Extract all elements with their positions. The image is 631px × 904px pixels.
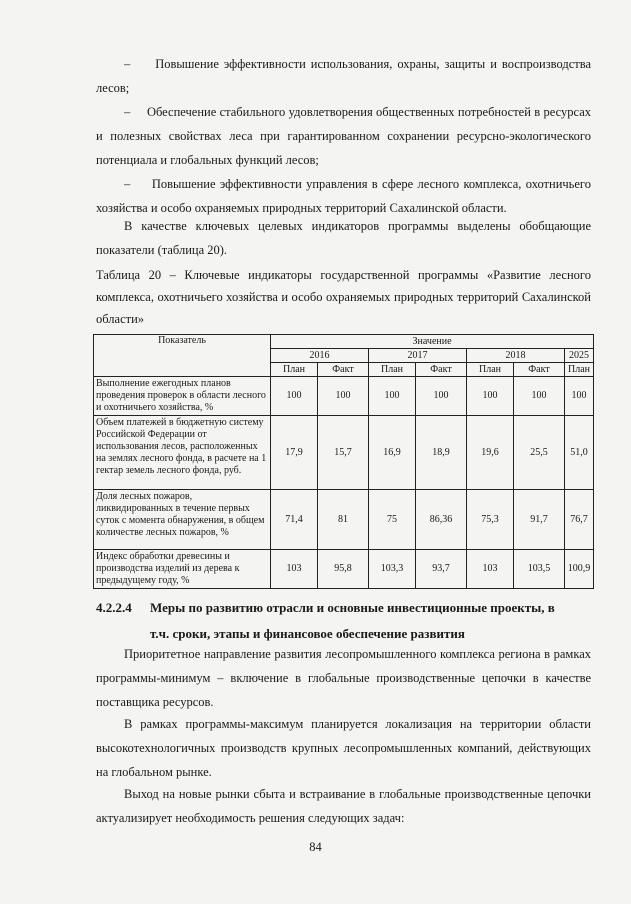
table-cell: 95,8 [318, 550, 369, 589]
table-cell: 100 [318, 377, 369, 416]
table-cell: 81 [318, 490, 369, 550]
table-cell: 16,9 [369, 416, 416, 490]
table-cell: 75 [369, 490, 416, 550]
header-fact: Факт [416, 363, 467, 377]
header-year-2016: 2016 [271, 349, 369, 363]
indicators-table [93, 334, 594, 589]
header-value: Значение [271, 335, 594, 349]
bullet-item-3: – Повышение эффективности управления в сфере лесного комплекса, охотничьего хозяйства и особо охраняемых природных территорий Сахалинской области. [96, 177, 591, 215]
header-year-2025: 2025 [565, 349, 594, 363]
table-cell: 103 [271, 550, 318, 589]
table-cell: 19,6 [467, 416, 514, 490]
table-cell: 91,7 [514, 490, 565, 550]
indicator-name: Объем платежей в бюджетную систему Российской Федерации от использования лесов, расположенных на землях лесного фонда, в расчете на 1 гектар земель лесного фонда, руб. [94, 416, 271, 490]
header-plan: План [467, 363, 514, 377]
body-paragraph-3: Выход на новые рынки сбыта и встраивание в глобальные производственные цепочки актуализирует необходимость решения следующих задач: [96, 787, 591, 825]
table-cell: 76,7 [565, 490, 594, 550]
table-cell: 93,7 [416, 550, 467, 589]
table-row [94, 377, 594, 416]
header-plan: План [369, 363, 416, 377]
table-cell: 103,3 [369, 550, 416, 589]
header-indicator: Показатель [94, 335, 271, 377]
table-cell: 15,7 [318, 416, 369, 490]
table-cell: 25,5 [514, 416, 565, 490]
bullet-item-2: – Обеспечение стабильного удовлетворения общественных потребностей в ресурсах и полезных свойствах леса при гарантированном сохранении ресурсно-экологического потенциала и глобальных функций лесов; [96, 105, 591, 167]
table-cell: 103,5 [514, 550, 565, 589]
table-cell: 100 [514, 377, 565, 416]
page-number: 84 [309, 840, 322, 854]
table-cell: 86,36 [416, 490, 467, 550]
section-title-line-2: т.ч. сроки, этапы и финансовое обеспечение развития [150, 626, 465, 641]
header-fact: Факт [514, 363, 565, 377]
indicator-name: Индекс обработки древесины и производства изделий из дерева к предыдущему году, % [94, 550, 271, 589]
table-cell: 100 [416, 377, 467, 416]
intro-paragraph: В качестве ключевых целевых индикаторов программы выделены обобщающие показатели (таблица 20). [96, 219, 591, 257]
table-cell: 100 [565, 377, 594, 416]
header-plan: План [271, 363, 318, 377]
table-row [94, 550, 594, 589]
indicator-name: Доля лесных пожаров, ликвидированных в течение первых суток с момента обнаружения, в общем количестве лесных пожаров, % [94, 490, 271, 550]
section-heading [96, 595, 596, 647]
table-cell: 103 [467, 550, 514, 589]
section-number: 4.2.2.4 [96, 600, 132, 615]
table-caption: Таблица 20 – Ключевые индикаторы государственной программы «Развитие лесного комплекса, охотничьего хозяйства и особо охраняемых природных территорий Сахалинской области» [96, 268, 591, 326]
table-cell: 100 [467, 377, 514, 416]
bullet-item-1: – Повышение эффективности использования, охраны, защиты и воспроизводства лесов; [96, 57, 591, 95]
body-paragraph-2: В рамках программы-максимум планируется локализация на территории области высокотехнологичных производств крупных лесопромышленных компаний, действующих на глобальном рынке. [96, 717, 591, 779]
table-cell: 17,9 [271, 416, 318, 490]
header-fact: Факт [318, 363, 369, 377]
table-cell: 75,3 [467, 490, 514, 550]
table-cell: 100 [271, 377, 318, 416]
indicator-name: Выполнение ежегодных планов проведения проверок в области лесного и охотничьего хозяйства, % [94, 377, 271, 416]
table-cell: 18,9 [416, 416, 467, 490]
table-cell: 51,0 [565, 416, 594, 490]
table-row [94, 416, 594, 490]
table-cell: 100 [369, 377, 416, 416]
section-title-line-1: Меры по развитию отрасли и основные инвестиционные проекты, в [150, 600, 555, 615]
header-plan: План [565, 363, 594, 377]
table-cell: 100,9 [565, 550, 594, 589]
body-paragraph-1: Приоритетное направление развития лесопромышленного комплекса региона в рамках программы-минимум – включение в глобальные производственные цепочки в качестве поставщика ресурсов. [96, 647, 591, 709]
header-year-2017: 2017 [369, 349, 467, 363]
header-year-2018: 2018 [467, 349, 565, 363]
table-cell: 71,4 [271, 490, 318, 550]
table-row [94, 490, 594, 550]
